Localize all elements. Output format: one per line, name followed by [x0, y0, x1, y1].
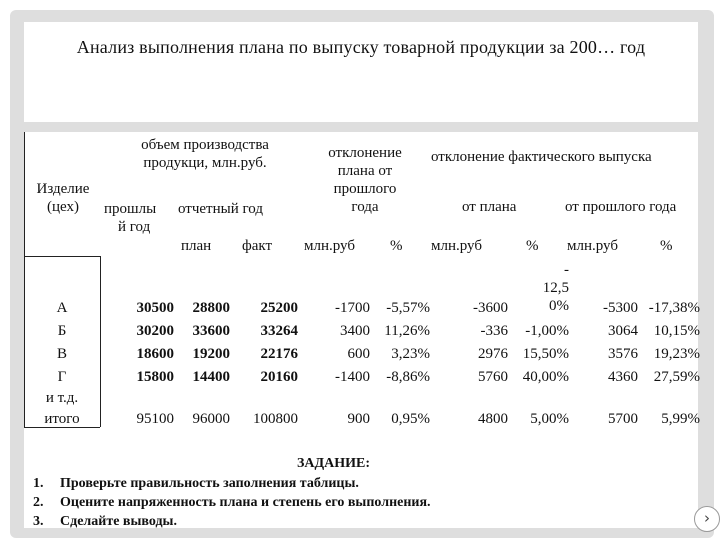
page-title: Анализ выполнения плана по выпуску товарной продукции за 200… год: [76, 37, 646, 57]
row-name-a: А: [56, 300, 68, 316]
header-mln-rub-1: млн.руб: [304, 238, 355, 254]
cell-dev1-abs: -1400: [335, 369, 370, 385]
cell-dev3-pct: 27,59%: [653, 369, 700, 385]
task-item-text: Оцените напряженность плана и степень его выполнения.: [60, 495, 431, 510]
total-fact: 100800: [253, 411, 298, 427]
cell-dev1-pct: -5,57%: [386, 300, 430, 316]
cell-dev1-pct: -8,86%: [386, 369, 430, 385]
total-dev1-pct: 0,95%: [391, 411, 430, 427]
cell-dev3-pct: -17,38%: [648, 300, 700, 316]
total-dev1-abs: 900: [347, 411, 370, 427]
cell-dev2-abs: 2976: [478, 346, 508, 362]
cell-dev1-abs: 3400: [340, 323, 370, 339]
cell-plan: 19200: [192, 346, 230, 362]
header-plan: план: [181, 238, 212, 254]
row-name-etc: и т.д.: [45, 390, 79, 406]
total-dev2-abs: 4800: [478, 411, 508, 427]
cell-plan: 33600: [192, 323, 230, 339]
header-mln-rub-3: млн.руб: [567, 238, 618, 254]
cell-dev3-pct: 10,15%: [653, 323, 700, 339]
task-item-number: 2.: [33, 495, 44, 510]
header-prev-year: прошлы й год: [104, 201, 157, 235]
header-pct-2: %: [526, 238, 539, 254]
title-panel: [24, 22, 698, 122]
header-mln-rub-2: млн.руб: [431, 238, 482, 254]
header-pct-3: %: [660, 238, 673, 254]
task-heading: ЗАДАНИЕ:: [297, 456, 371, 471]
total-prev: 95100: [136, 411, 174, 427]
cell-dev2-pct: -1,00%: [525, 323, 569, 339]
header-from-prev-year: от прошлого года: [565, 199, 677, 215]
table-divider: [100, 256, 101, 427]
header-dev-fact-group: отклонение фактического выпуска: [431, 149, 652, 165]
cell-dev2-abs: -3600: [473, 300, 508, 316]
header-report-year: отчетный год: [178, 201, 263, 217]
cell-dev1-pct: 11,26%: [384, 323, 430, 339]
header-product: Изделие (цех): [36, 181, 90, 215]
cell-dev3-pct: 19,23%: [653, 346, 700, 362]
cell-fact: 25200: [260, 300, 298, 316]
total-plan: 96000: [192, 411, 230, 427]
cell-plan: 14400: [192, 369, 230, 385]
cell-dev3-abs: 3576: [608, 346, 638, 362]
task-item-text: Сделайте выводы.: [60, 514, 177, 529]
cell-dev3-abs: 4360: [608, 369, 638, 385]
cell-dev3-abs: 3064: [608, 323, 638, 339]
header-dev-plan-from-prev: отклонение плана от прошлого года: [328, 145, 402, 215]
cell-dev2-pct: 40,00%: [522, 369, 569, 385]
header-fact: факт: [242, 238, 273, 254]
total-dev3-abs: 5700: [608, 411, 638, 427]
cell-dev2-abs: 5760: [478, 369, 508, 385]
cell-dev3-abs: -5300: [603, 300, 638, 316]
row-name-total: итого: [44, 411, 80, 427]
cell-dev2-pct: - 12,5 0%: [542, 262, 569, 314]
header-from-plan: от плана: [462, 199, 517, 215]
task-item-number: 1.: [33, 476, 44, 491]
cell-dev1-pct: 3,23%: [391, 346, 430, 362]
task-item-text: Проверьте правильность заполнения таблицы.: [60, 476, 359, 491]
header-volume-group: объем производства продукци, млн.руб.: [141, 137, 269, 171]
row-name-g: Г: [57, 369, 67, 385]
cell-fact: 22176: [260, 346, 298, 362]
cell-dev1-abs: 600: [347, 346, 370, 362]
cell-prev: 18600: [136, 346, 174, 362]
cell-fact: 33264: [260, 323, 298, 339]
row-name-v: В: [56, 346, 67, 362]
cell-prev: 30200: [136, 323, 174, 339]
total-dev3-pct: 5,99%: [661, 411, 700, 427]
cell-plan: 28800: [192, 300, 230, 316]
cell-prev: 30500: [136, 300, 174, 316]
cell-dev2-pct: 15,50%: [522, 346, 569, 362]
task-item-number: 3.: [33, 514, 44, 529]
cell-fact: 20160: [260, 369, 298, 385]
table-header-divider: [24, 256, 100, 257]
row-name-b: Б: [57, 323, 67, 339]
cell-dev2-abs: -336: [480, 323, 508, 339]
header-pct-1: %: [390, 238, 403, 254]
cell-dev1-abs: -1700: [335, 300, 370, 316]
cell-prev: 15800: [136, 369, 174, 385]
total-dev2-pct: 5,00%: [530, 411, 569, 427]
chevron-right-icon[interactable]: ›: [694, 506, 720, 532]
